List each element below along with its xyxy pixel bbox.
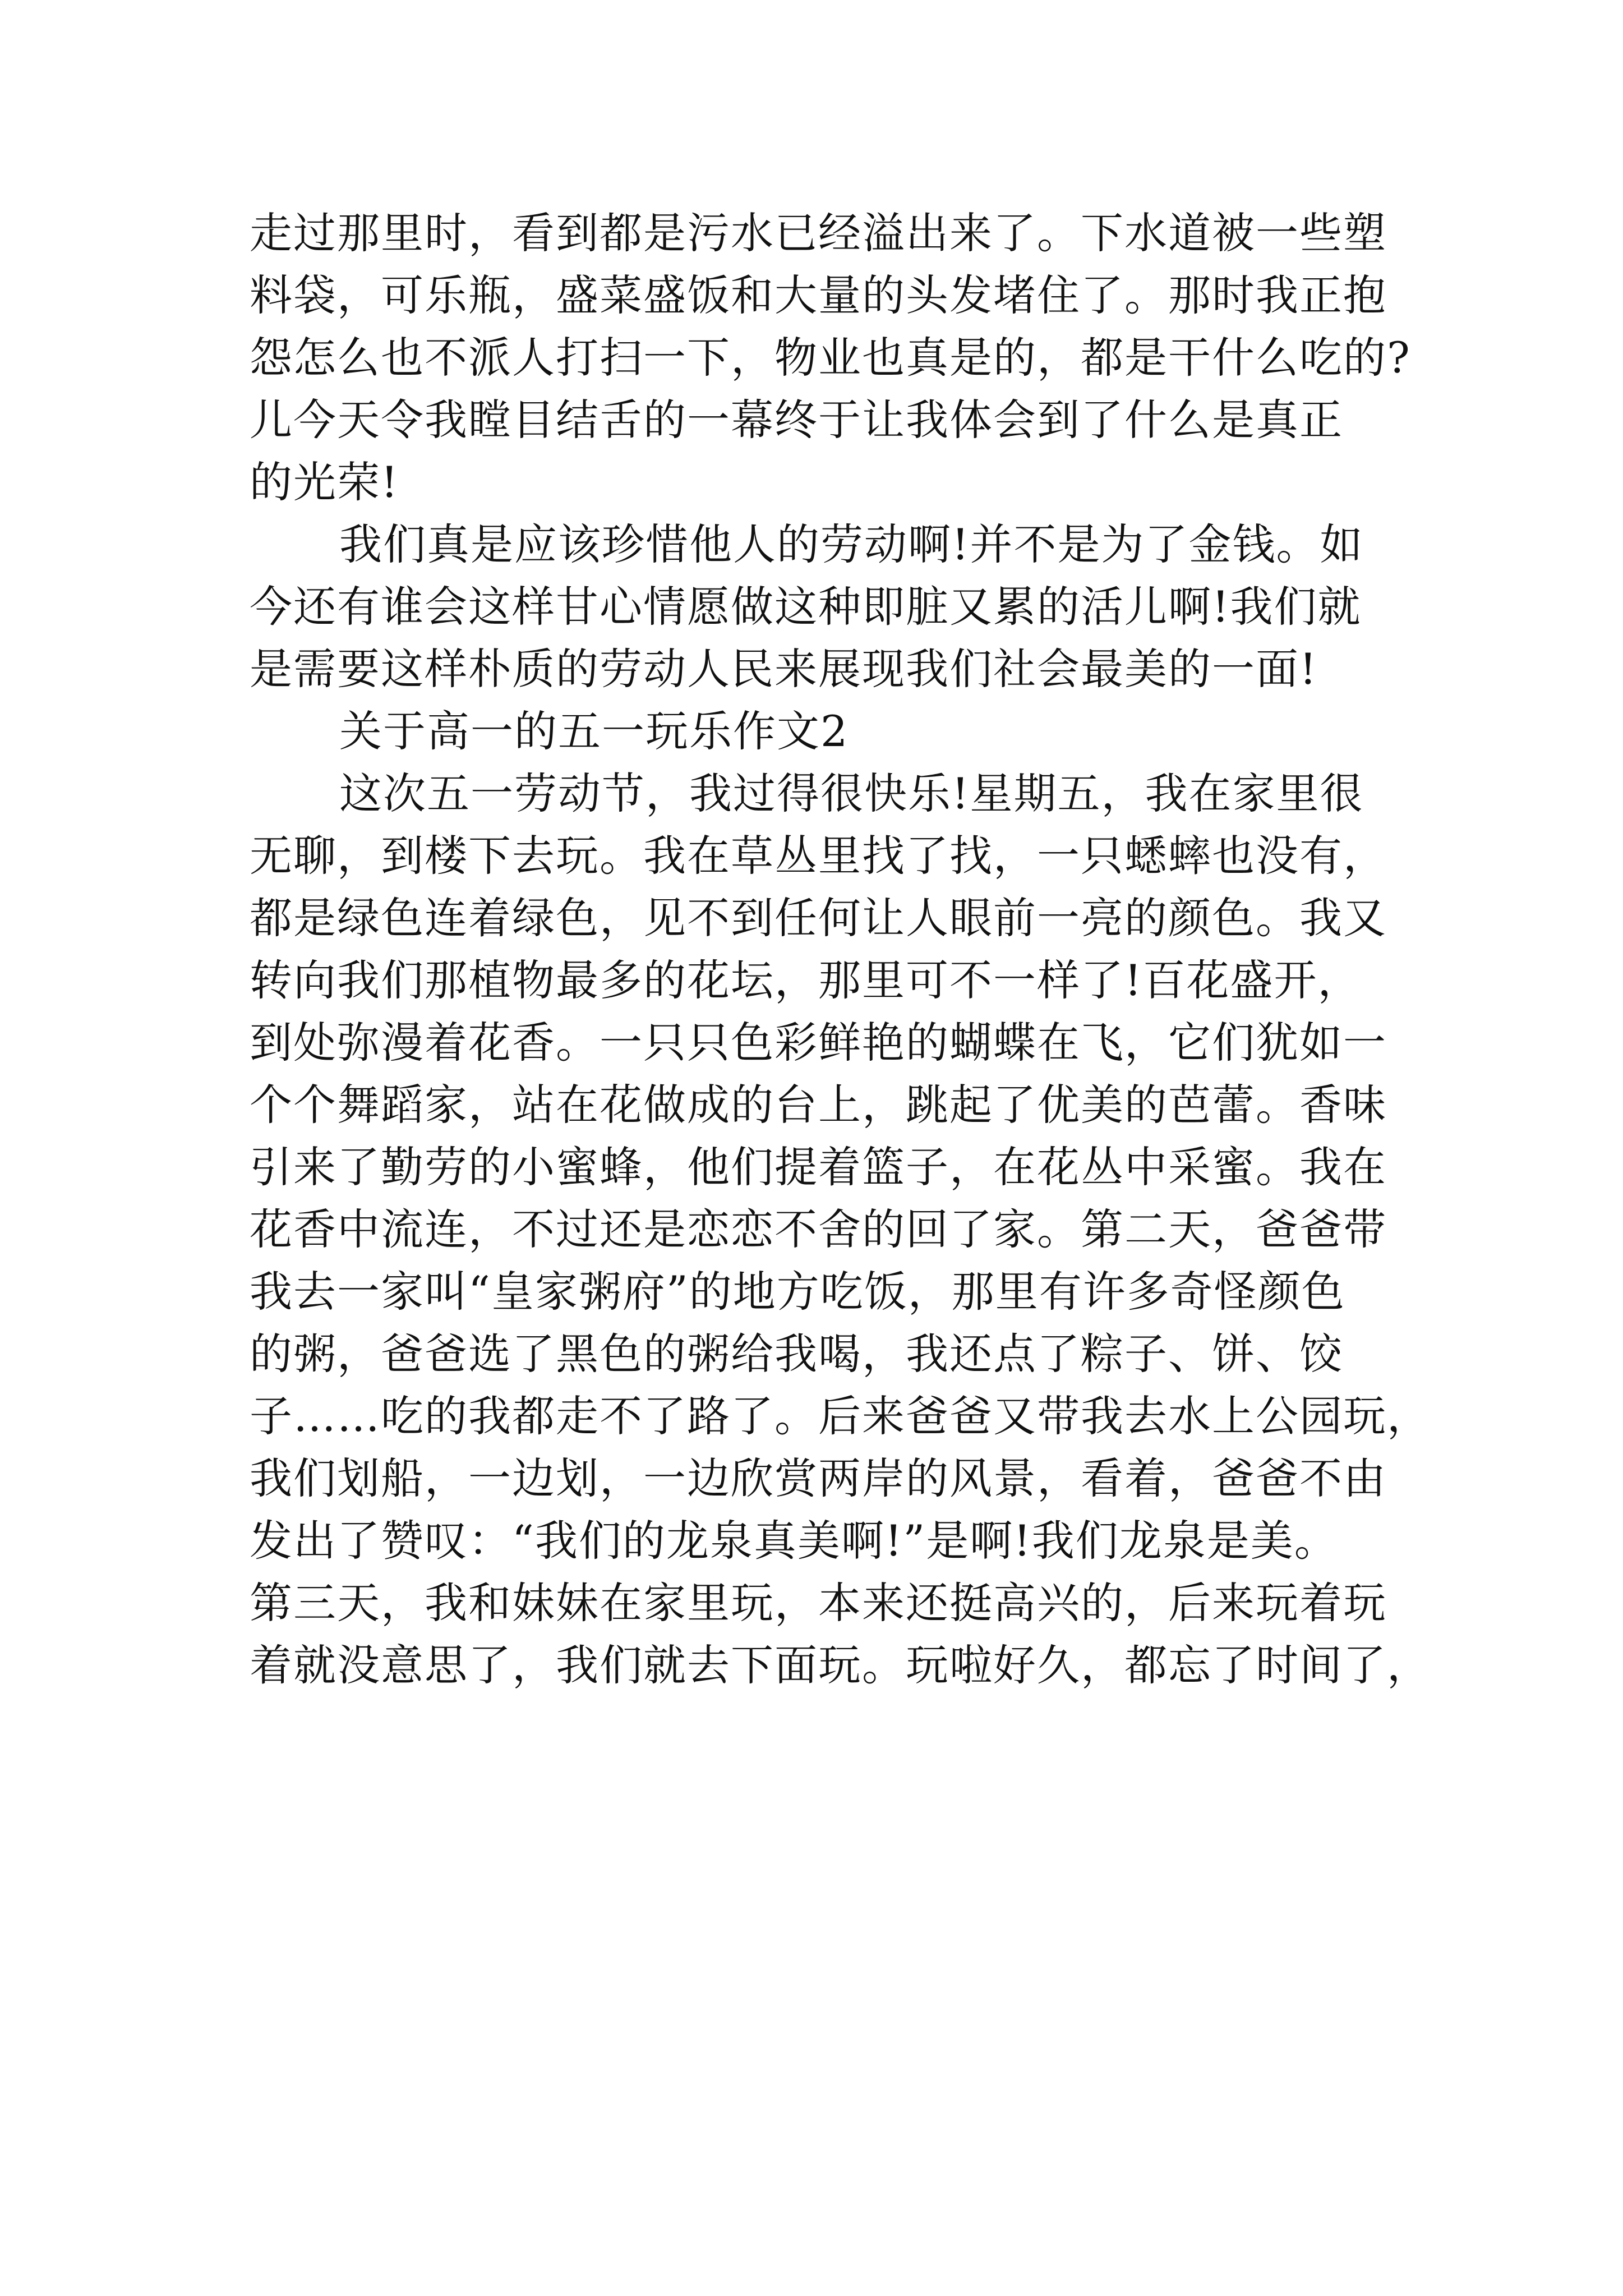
text-line: 料袋，可乐瓶，盛菜盛饭和大量的头发堵住了。那时我正抱 [250, 270, 1387, 320]
text-line: 花香中流连，不过还是恋恋不舍的回了家。第二天，爸爸带 [250, 1204, 1387, 1254]
essay-body [250, 202, 1431, 1696]
text-line: 着就没意思了，我们就去下面玩。玩啦好久，都忘了时间了， [250, 1640, 1431, 1690]
text-line: 怨怎么也不派人打扫一下，物业也真是的，都是干什么吃的? [250, 333, 1411, 383]
text-line: 走过那里时，看到都是污水已经溢出来了。下水道被一些塑 [250, 208, 1387, 258]
text-line: 子……吃的我都走不了路了。后来爸爸又带我去水上公园玩， [250, 1391, 1431, 1441]
text-line: 引来了勤劳的小蜜蜂，他们提着篮子，在花丛中采蜜。我在 [250, 1142, 1387, 1192]
text-line: 今还有谁会这样甘心情愿做这种即脏又累的活儿啊!我们就 [250, 582, 1362, 632]
section-heading: 关于高一的五一玩乐作文2 [339, 706, 849, 756]
text-line: 发出了赞叹：“我们的龙泉真美啊!”是啊!我们龙泉是美。 [250, 1516, 1338, 1566]
text-line: 是需要这样朴质的劳动人民来展现我们社会最美的一面! [250, 644, 1318, 694]
text-line: 到处弥漫着花香。一只只色彩鲜艳的蝴蝶在飞，它们犹如一 [250, 1018, 1387, 1068]
text-line: 无聊，到楼下去玩。我在草丛里找了找，一只蟋蟀也没有， [250, 831, 1387, 881]
paragraph-start-line: 我们真是应该珍惜他人的劳动啊!并不是为了金钱。如 [339, 519, 1364, 569]
text-line: 个个舞蹈家，站在花做成的台上，跳起了优美的芭蕾。香味 [250, 1080, 1387, 1130]
text-line: 的粥，爸爸选了黑色的粥给我喝，我还点了粽子、饼、饺 [250, 1329, 1343, 1379]
text-line: 转向我们那植物最多的花坛，那里可不一样了!百花盛开， [250, 955, 1362, 1005]
text-line: 儿今天令我瞠目结舌的一幕终于让我体会到了什么是真正 [250, 395, 1343, 445]
text-line: 的光荣! [250, 457, 399, 507]
text-line: 我们划船，一边划，一边欣赏两岸的风景，看着，爸爸不由 [250, 1453, 1387, 1503]
text-line: 我去一家叫“皇家粥府”的地方吃饭，那里有许多奇怪颜色 [250, 1267, 1345, 1317]
text-line: 都是绿色连着绿色，见不到任何让人眼前一亮的颜色。我又 [250, 893, 1387, 943]
paragraph-start-line: 这次五一劳动节，我过得很快乐!星期五，我在家里很 [339, 769, 1364, 818]
text-line: 第三天，我和妹妹在家里玩，本来还挺高兴的，后来玩着玩 [250, 1578, 1387, 1628]
